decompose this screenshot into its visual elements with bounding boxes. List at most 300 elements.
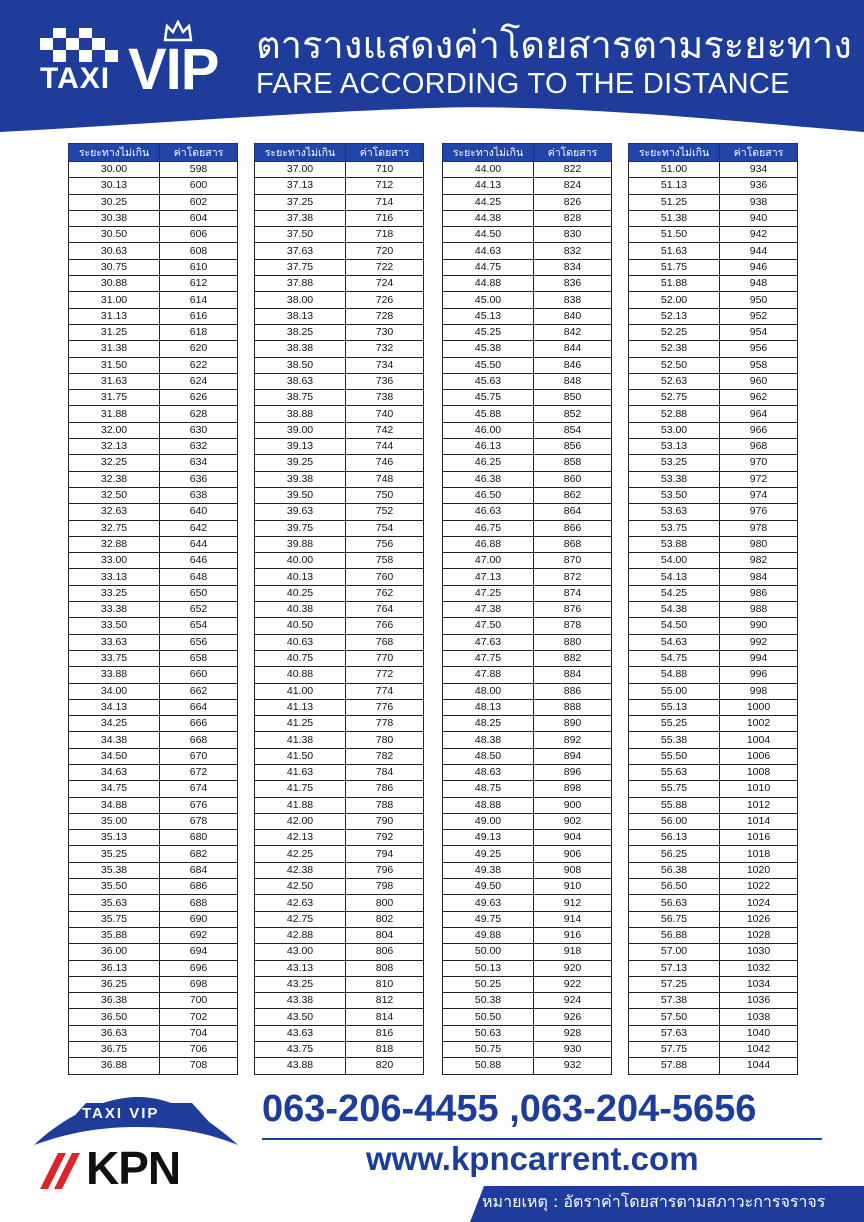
table-row [255,357,424,373]
table-row [255,716,424,732]
table-row [69,324,238,340]
fare-cell: 828 [534,210,612,226]
fare-cell: 770 [346,650,424,666]
distance-cell: 47.25 [443,585,534,601]
table-row [629,797,798,813]
fare-cell: 832 [534,243,612,259]
distance-cell: 32.63 [69,504,160,520]
fare-cell: 902 [534,813,612,829]
distance-cell: 52.50 [629,357,720,373]
fare-cell: 624 [160,373,238,389]
distance-cell: 32.13 [69,439,160,455]
table-row [255,162,424,178]
fare-cell: 972 [720,471,798,487]
distance-cell: 43.13 [255,960,346,976]
taxi-checker-icon [40,28,120,62]
distance-cell: 33.00 [69,553,160,569]
fare-cell: 784 [346,764,424,780]
table-row [69,422,238,438]
distance-cell: 46.75 [443,520,534,536]
table-row [69,227,238,243]
fare-cell: 988 [720,602,798,618]
distance-cell: 35.88 [69,927,160,943]
table-row [443,390,612,406]
distance-cell: 31.13 [69,308,160,324]
table-row [443,683,612,699]
table-row [443,553,612,569]
distance-cell: 38.13 [255,308,346,324]
distance-cell: 55.00 [629,683,720,699]
distance-cell: 30.75 [69,259,160,275]
fare-cell: 966 [720,422,798,438]
fare-cell: 1044 [720,1058,798,1074]
distance-cell: 35.50 [69,879,160,895]
fare-cell: 680 [160,830,238,846]
table-row [443,373,612,389]
fare-cell: 856 [534,439,612,455]
fare-cell: 904 [534,830,612,846]
table-row [255,927,424,943]
table-row [255,993,424,1009]
distance-cell: 38.75 [255,390,346,406]
distance-cell: 40.75 [255,650,346,666]
fare-cell: 696 [160,960,238,976]
distance-cell: 57.88 [629,1058,720,1074]
table-row [443,1009,612,1025]
fare-cell: 898 [534,781,612,797]
distance-cell: 30.88 [69,276,160,292]
distance-cell: 56.63 [629,895,720,911]
table-row [69,406,238,422]
fare-cell: 682 [160,846,238,862]
fare-cell: 1020 [720,862,798,878]
table-row [255,830,424,846]
fare-cell: 942 [720,227,798,243]
table-row [629,422,798,438]
table-row [69,455,238,471]
fare-cell: 622 [160,357,238,373]
fare-cell: 924 [534,993,612,1009]
fare-cell: 862 [534,487,612,503]
table-row [255,406,424,422]
distance-cell: 45.00 [443,292,534,308]
column-header-fare: ค่าโดยสาร [160,144,238,162]
distance-cell: 48.75 [443,781,534,797]
table-row [69,927,238,943]
distance-cell: 50.13 [443,960,534,976]
distance-cell: 46.38 [443,471,534,487]
table-row [69,194,238,210]
fare-cell: 730 [346,324,424,340]
fare-cell: 974 [720,487,798,503]
distance-cell: 42.88 [255,927,346,943]
table-row [629,976,798,992]
table-row [255,178,424,194]
distance-cell: 39.13 [255,439,346,455]
table-row [255,520,424,536]
fare-cell: 908 [534,862,612,878]
distance-cell: 42.13 [255,830,346,846]
table-row [629,276,798,292]
fare-cell: 666 [160,716,238,732]
table-row [255,422,424,438]
table-row [443,569,612,585]
table-row [69,830,238,846]
fare-cell: 962 [720,390,798,406]
table-row [69,993,238,1009]
table-row [69,259,238,275]
table-row [255,618,424,634]
table-row [629,1058,798,1074]
fare-cell: 772 [346,667,424,683]
table-row [443,748,612,764]
fare-cell: 936 [720,178,798,194]
table-row [443,1025,612,1041]
fare-cell: 686 [160,879,238,895]
distance-cell: 47.38 [443,602,534,618]
fare-cell: 906 [534,846,612,862]
table-row [443,960,612,976]
table-row [629,585,798,601]
table-row [69,553,238,569]
table-row [443,422,612,438]
table-row [443,862,612,878]
distance-cell: 35.13 [69,830,160,846]
distance-cell: 48.38 [443,732,534,748]
fare-cell: 984 [720,569,798,585]
distance-cell: 39.25 [255,455,346,471]
fare-cell: 768 [346,634,424,650]
fare-cell: 894 [534,748,612,764]
fare-cell: 842 [534,324,612,340]
distance-cell: 47.75 [443,650,534,666]
fare-cell: 688 [160,895,238,911]
fare-cell: 752 [346,504,424,520]
fare-cell: 614 [160,292,238,308]
fare-cell: 818 [346,1042,424,1058]
fare-table-4 [628,143,798,1075]
distance-cell: 35.38 [69,862,160,878]
table-row [69,1042,238,1058]
fare-cell: 840 [534,308,612,324]
logo-vip-text: VIP [128,37,219,102]
table-row [443,976,612,992]
table-row [443,162,612,178]
fare-cell: 774 [346,683,424,699]
page-title-english: FARE ACCORDING TO THE DISTANCE [256,68,790,100]
distance-cell: 53.50 [629,487,720,503]
table-row [443,471,612,487]
fare-cell: 852 [534,406,612,422]
fare-cell: 716 [346,210,424,226]
fare-cell: 900 [534,797,612,813]
table-row [443,243,612,259]
table-row [69,976,238,992]
distance-cell: 51.88 [629,276,720,292]
table-row [255,764,424,780]
distance-cell: 47.00 [443,553,534,569]
table-row [443,276,612,292]
table-row [69,911,238,927]
table-row [443,813,612,829]
table-row [69,634,238,650]
distance-cell: 32.25 [69,455,160,471]
fare-cell: 766 [346,618,424,634]
distance-cell: 39.75 [255,520,346,536]
table-row [255,504,424,520]
table-row [629,324,798,340]
table-row [629,667,798,683]
distance-cell: 49.75 [443,911,534,927]
column-header-distance: ระยะทางไม่เกิน [443,144,534,162]
fare-cell: 706 [160,1042,238,1058]
fare-cell: 628 [160,406,238,422]
distance-cell: 41.25 [255,716,346,732]
table-row [443,210,612,226]
fare-cell: 664 [160,699,238,715]
distance-cell: 49.38 [443,862,534,878]
table-row [443,911,612,927]
table-row [69,781,238,797]
fare-cell: 958 [720,357,798,373]
distance-cell: 32.38 [69,471,160,487]
fare-cell: 802 [346,911,424,927]
fare-cell: 642 [160,520,238,536]
distance-cell: 36.50 [69,1009,160,1025]
table-row [69,357,238,373]
distance-cell: 34.63 [69,764,160,780]
table-row [69,471,238,487]
table-row [443,194,612,210]
distance-cell: 47.88 [443,667,534,683]
table-row [255,227,424,243]
table-row [69,390,238,406]
distance-cell: 37.38 [255,210,346,226]
table-row [629,1025,798,1041]
table-row [255,569,424,585]
table-row [443,406,612,422]
table-row [255,308,424,324]
distance-cell: 46.00 [443,422,534,438]
table-row [629,716,798,732]
fare-cell: 1008 [720,764,798,780]
table-row [255,455,424,471]
distance-cell: 55.13 [629,699,720,715]
fare-cell: 938 [720,194,798,210]
distance-cell: 49.63 [443,895,534,911]
fare-cell: 634 [160,455,238,471]
distance-cell: 31.75 [69,390,160,406]
fare-cell: 844 [534,341,612,357]
table-row [629,813,798,829]
distance-cell: 44.63 [443,243,534,259]
fare-cell: 810 [346,976,424,992]
table-row [69,1025,238,1041]
fare-cell: 946 [720,259,798,275]
distance-cell: 37.63 [255,243,346,259]
distance-cell: 34.13 [69,699,160,715]
table-row [69,764,238,780]
distance-cell: 37.50 [255,227,346,243]
distance-cell: 32.75 [69,520,160,536]
distance-cell: 36.13 [69,960,160,976]
fare-cell: 982 [720,553,798,569]
fare-cell: 968 [720,439,798,455]
fare-cell: 790 [346,813,424,829]
fare-cell: 684 [160,862,238,878]
fare-cell: 608 [160,243,238,259]
distance-cell: 56.75 [629,911,720,927]
table-row [629,699,798,715]
distance-cell: 34.25 [69,716,160,732]
fare-cell: 670 [160,748,238,764]
fare-cell: 668 [160,732,238,748]
fare-cell: 820 [346,1058,424,1074]
table-row [629,748,798,764]
table-row [255,846,424,862]
distance-cell: 55.63 [629,764,720,780]
distance-cell: 50.00 [443,944,534,960]
fare-cell: 870 [534,553,612,569]
distance-cell: 44.25 [443,194,534,210]
fare-cell: 930 [534,1042,612,1058]
table-row [629,1042,798,1058]
table-row [69,439,238,455]
distance-cell: 40.38 [255,602,346,618]
table-row [629,862,798,878]
table-row [255,781,424,797]
distance-cell: 37.88 [255,276,346,292]
brand-kpn: KPN [86,1142,181,1194]
distance-cell: 50.25 [443,976,534,992]
table-row [255,390,424,406]
fare-cell: 792 [346,830,424,846]
fare-cell: 1000 [720,699,798,715]
table-row [255,471,424,487]
distance-cell: 56.13 [629,830,720,846]
distance-cell: 41.13 [255,699,346,715]
table-row [629,292,798,308]
fare-cell: 824 [534,178,612,194]
distance-cell: 43.88 [255,1058,346,1074]
table-row [255,243,424,259]
page-title-thai: ตารางแสดงค่าโดยสารตามระยะทาง [256,23,852,67]
fare-cell: 806 [346,944,424,960]
distance-cell: 37.13 [255,178,346,194]
fare-cell: 604 [160,210,238,226]
distance-cell: 57.38 [629,993,720,1009]
distance-cell: 49.25 [443,846,534,862]
table-row [69,797,238,813]
distance-cell: 46.63 [443,504,534,520]
fare-cell: 1042 [720,1042,798,1058]
distance-cell: 48.25 [443,716,534,732]
table-row [443,667,612,683]
fare-cell: 656 [160,634,238,650]
table-row [255,960,424,976]
table-row [255,585,424,601]
distance-cell: 55.75 [629,781,720,797]
table-row [629,618,798,634]
distance-cell: 53.38 [629,471,720,487]
table-row [69,178,238,194]
table-row [629,227,798,243]
distance-cell: 42.75 [255,911,346,927]
fare-cell: 814 [346,1009,424,1025]
distance-cell: 31.00 [69,292,160,308]
distance-cell: 41.88 [255,797,346,813]
distance-cell: 49.50 [443,879,534,895]
fare-cell: 934 [720,162,798,178]
table-row [443,618,612,634]
table-row [69,373,238,389]
table-row [69,732,238,748]
table-row [255,732,424,748]
fare-cell: 788 [346,797,424,813]
distance-cell: 34.50 [69,748,160,764]
fare-cell: 694 [160,944,238,960]
fare-cell: 890 [534,716,612,732]
fare-cell: 782 [346,748,424,764]
table-row [629,650,798,666]
table-row [255,439,424,455]
fare-cell: 598 [160,162,238,178]
fare-cell: 822 [534,162,612,178]
fare-cell: 758 [346,553,424,569]
distance-cell: 38.38 [255,341,346,357]
fare-cell: 690 [160,911,238,927]
table-row [69,667,238,683]
table-row [629,373,798,389]
fare-cell: 960 [720,373,798,389]
distance-cell: 53.75 [629,520,720,536]
fare-cell: 778 [346,716,424,732]
fare-cell: 726 [346,292,424,308]
table-row [443,308,612,324]
fare-cell: 976 [720,504,798,520]
table-row [69,210,238,226]
table-row [255,976,424,992]
fare-cell: 736 [346,373,424,389]
distance-cell: 56.38 [629,862,720,878]
fare-cell: 712 [346,178,424,194]
fare-cell: 638 [160,487,238,503]
fare-cell: 800 [346,895,424,911]
distance-cell: 34.38 [69,732,160,748]
distance-cell: 42.50 [255,879,346,895]
distance-cell: 51.13 [629,178,720,194]
fare-cell: 640 [160,504,238,520]
fare-cell: 830 [534,227,612,243]
distance-cell: 42.38 [255,862,346,878]
fare-cell: 742 [346,422,424,438]
column-header-distance: ระยะทางไม่เกิน [629,144,720,162]
fare-cell: 678 [160,813,238,829]
distance-cell: 55.25 [629,716,720,732]
distance-cell: 44.75 [443,259,534,275]
table-row [629,243,798,259]
fare-cell: 798 [346,879,424,895]
distance-cell: 36.75 [69,1042,160,1058]
table-row [629,390,798,406]
table-row [255,1009,424,1025]
distance-cell: 54.63 [629,634,720,650]
fare-cell: 854 [534,422,612,438]
table-row [629,536,798,552]
distance-cell: 52.75 [629,390,720,406]
fare-cell: 748 [346,471,424,487]
table-row [443,927,612,943]
